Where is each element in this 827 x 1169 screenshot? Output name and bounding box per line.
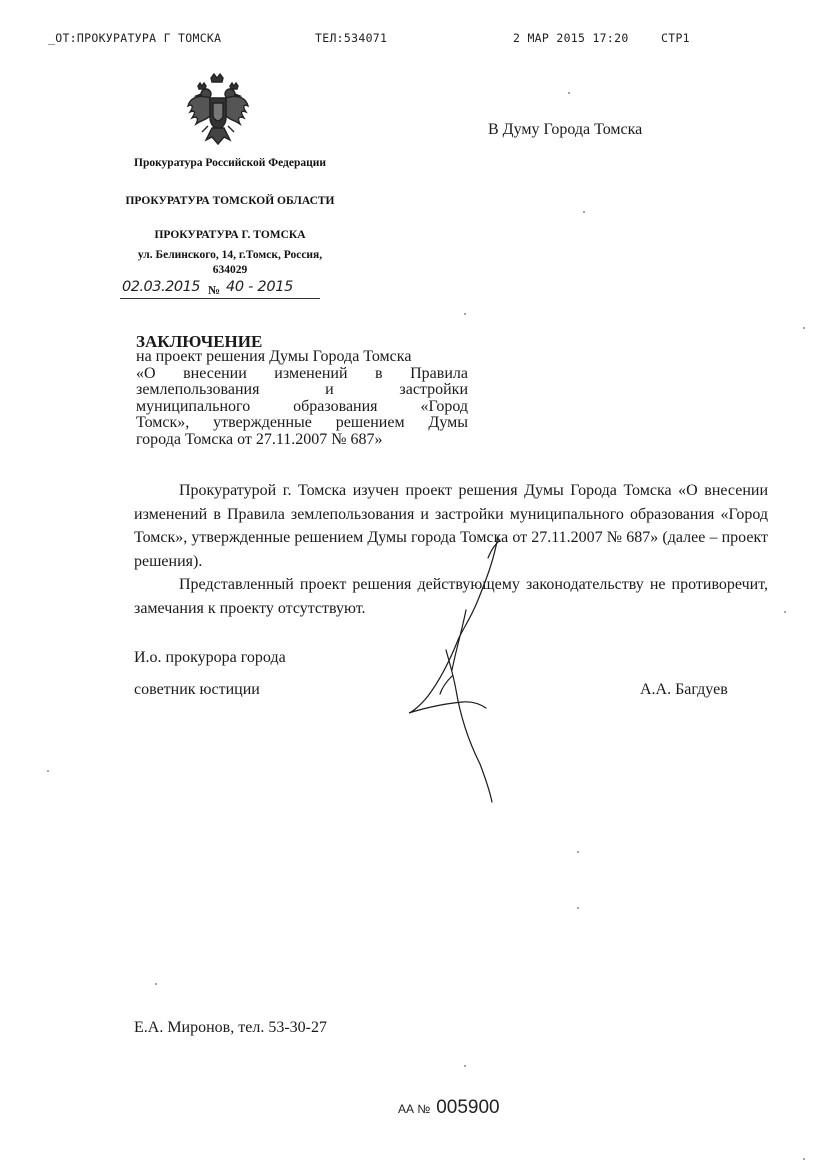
- outgoing-reference: [120, 278, 320, 300]
- org-name-region: ПРОКУРАТУРА ТОМСКОЙ ОБЛАСТИ: [125, 195, 335, 207]
- coat-of-arms-icon: [184, 72, 252, 148]
- org-address: ул. Белинского, 14, г.Томск, Россия, 634029: [137, 249, 323, 276]
- org-name-federation: Прокуратура Российской Федерации: [134, 157, 326, 169]
- document-body: [134, 479, 768, 620]
- serial-number: 005900: [436, 1097, 500, 1118]
- subject-line: Томск», утвержденные решением Думы: [136, 414, 468, 431]
- body-paragraph: Представленный проект решения действующему законодательству не противоречит, замечания к проекту отсутствуют.: [134, 576, 768, 617]
- subject-line: «О внесении изменений в Правила: [136, 364, 468, 382]
- scan-speck: [803, 327, 805, 329]
- scan-speck: [155, 983, 157, 985]
- scan-speck: [583, 211, 585, 213]
- serial-prefix: АА №: [398, 1102, 431, 1116]
- scan-speck: [577, 851, 579, 853]
- scan-speck: [803, 1158, 805, 1160]
- form-serial: [398, 1097, 500, 1119]
- document-subject: [136, 349, 468, 448]
- scan-speck: [47, 770, 49, 772]
- reference-underline: [120, 298, 320, 299]
- subject-line: муниципального образования «Город: [136, 397, 468, 415]
- signer-position: И.о. прокурора города: [134, 649, 286, 666]
- fax-page-number: СТР1: [661, 31, 690, 45]
- org-name-city: ПРОКУРАТУРА Г. ТОМСКА: [154, 229, 306, 241]
- outgoing-date: 02.03.2015: [122, 279, 201, 295]
- executor-contact: Е.А. Миронов, тел. 53-30-27: [134, 1019, 327, 1036]
- scan-speck: [464, 313, 466, 315]
- body-paragraph: Прокуратурой г. Томска изучен проект решения Думы Города Томска «О внесении изменений в Правила землепользования и застройки муниципального образования «Город Томск», утвержденные решением Думы города Томска от 27.11.2007 № 687» (далее – проект решения).: [134, 482, 768, 570]
- subject-line: землепользования и застройки: [136, 381, 468, 398]
- signer-name: А.А. Багдуев: [640, 681, 728, 698]
- scan-speck: [464, 1065, 466, 1067]
- scan-speck: [577, 907, 579, 909]
- fax-datetime: 2 МАР 2015 17:20: [513, 31, 629, 45]
- scan-speck: [784, 611, 786, 613]
- fax-sender: _ОТ:ПРОКУРАТУРА Г ТОМСКА: [48, 31, 222, 45]
- subject-line: на проект решения Думы Города Томска: [136, 348, 412, 365]
- subject-line: города Томска от 27.11.2007 № 687»: [136, 430, 383, 448]
- number-sign: №: [208, 283, 221, 297]
- addressee: В Думу Города Томска: [488, 121, 643, 138]
- document-title: ЗАКЛЮЧЕНИЕ: [136, 332, 263, 351]
- fax-phone: ТЕЛ:534071: [315, 31, 388, 45]
- signer-rank: советник юстиции: [134, 681, 260, 698]
- scan-speck: [568, 92, 570, 94]
- outgoing-number: 40 - 2015: [226, 279, 294, 295]
